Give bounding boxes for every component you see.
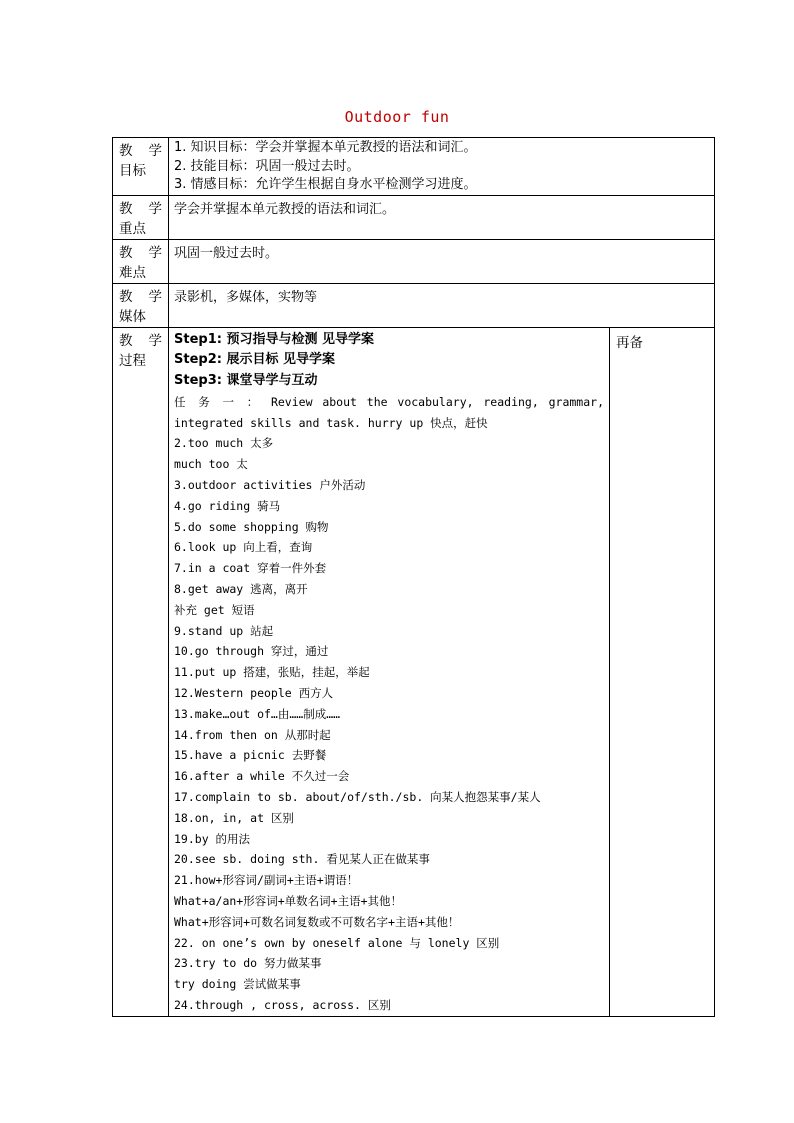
note-text: 再备	[616, 334, 643, 351]
vocab-item: 2.too much 太多	[174, 436, 274, 451]
vocab-item: try doing 尝试做某事	[174, 977, 301, 992]
vocab-item: 24.through , cross, across. 区别	[174, 998, 391, 1012]
difficult-text: 巩固一般过去时。	[174, 245, 279, 261]
step-line: Step3: 课堂导学与互动	[174, 373, 318, 389]
key-text: 学会并掌握本单元教授的语法和词汇。	[174, 201, 396, 217]
vocab-item: What+a/an+形容词+单数名词+主语+其他！	[174, 894, 403, 909]
vocab-item: 11.put up 搭建，张贴，挂起，举起	[174, 665, 370, 680]
vocab-item: 19.by 的用法	[174, 831, 251, 846]
process-label: 教 学 过程	[119, 332, 162, 369]
task-line: 任 务 一 ： Review about the vocabulary, reading, grammar,	[174, 394, 604, 409]
vocab-item: 9.stand up 站起	[174, 623, 274, 638]
difficult-label: 教 学 难点	[119, 244, 162, 281]
vocab-item: 4.go riding 骑马	[174, 498, 281, 513]
vocab-item: What+形容词+可数名词复数或不可数名字+主语+其他！	[174, 914, 460, 929]
vocab-list	[174, 433, 604, 1015]
media-text: 录影机，多媒体，实物等	[174, 289, 318, 305]
vocab-item: 14.from then on 从那时起	[174, 727, 331, 742]
goal-line: 3. 情感目标：允许学生根据自身水平检测学习进度。	[174, 177, 477, 192]
document-title: Outdoor fun	[344, 108, 450, 126]
process-row	[113, 327, 715, 1016]
media-label: 教 学 媒体	[119, 288, 162, 325]
key-row	[113, 195, 715, 239]
vocab-item: 8.get away 逃离，离开	[174, 582, 308, 597]
vocab-item: 18.on, in, at 区别	[174, 810, 294, 825]
process-content	[169, 328, 609, 1016]
task-line: integrated skills and task. hurry up 快点，赶快	[174, 415, 488, 430]
vocab-item: 20.see sb. doing sth. 看见某人正在做某事	[174, 852, 430, 867]
vocab-item: 6.look up 向上看，查询	[174, 540, 313, 555]
vocab-item: 7.in a coat 穿着一件外套	[174, 561, 327, 576]
lesson-plan-table	[112, 137, 715, 1017]
vocab-item: 23.try to do 努力做某事	[174, 956, 322, 971]
vocab-item: 15.have a picnic 去野餐	[174, 748, 327, 763]
goal-line: 1. 知识目标：学会并掌握本单元教授的语法和词汇。	[174, 140, 477, 155]
vocab-item: 12.Western people 西方人	[174, 686, 334, 701]
vocab-item: 21.how+形容词/副词+主语+谓语！	[174, 873, 359, 888]
media-row	[113, 283, 715, 327]
vocab-item: 10.go through 穿过，通过	[174, 644, 329, 659]
difficult-row	[113, 239, 715, 283]
vocab-item: 补充 get 短语	[174, 602, 255, 617]
key-label: 教 学 重点	[119, 200, 162, 237]
step-line: Step2: 展示目标 见导学案	[174, 352, 335, 368]
vocab-item: 16.after a while 不久过一会	[174, 769, 350, 784]
vocab-item: 13.make…out of…由……制成……	[174, 706, 341, 721]
goal-line: 2. 技能目标：巩固一般过去时。	[174, 158, 360, 174]
vocab-item: much too 太	[174, 457, 248, 472]
goals-row	[113, 138, 715, 196]
step-line: Step1: 预习指导与检测 见导学案	[174, 331, 374, 347]
vocab-item: 22. on one’s own by oneself alone 与 lonely 区别	[174, 935, 500, 950]
vocab-item: 3.outdoor activities 户外活动	[174, 478, 366, 493]
goals-label: 教 学 目标	[119, 143, 162, 179]
vocab-item: 5.do some shopping 购物	[174, 519, 329, 534]
vocab-item: 17.complain to sb. about/of/sth./sb. 向某人抱怨某事/某人	[174, 790, 541, 805]
